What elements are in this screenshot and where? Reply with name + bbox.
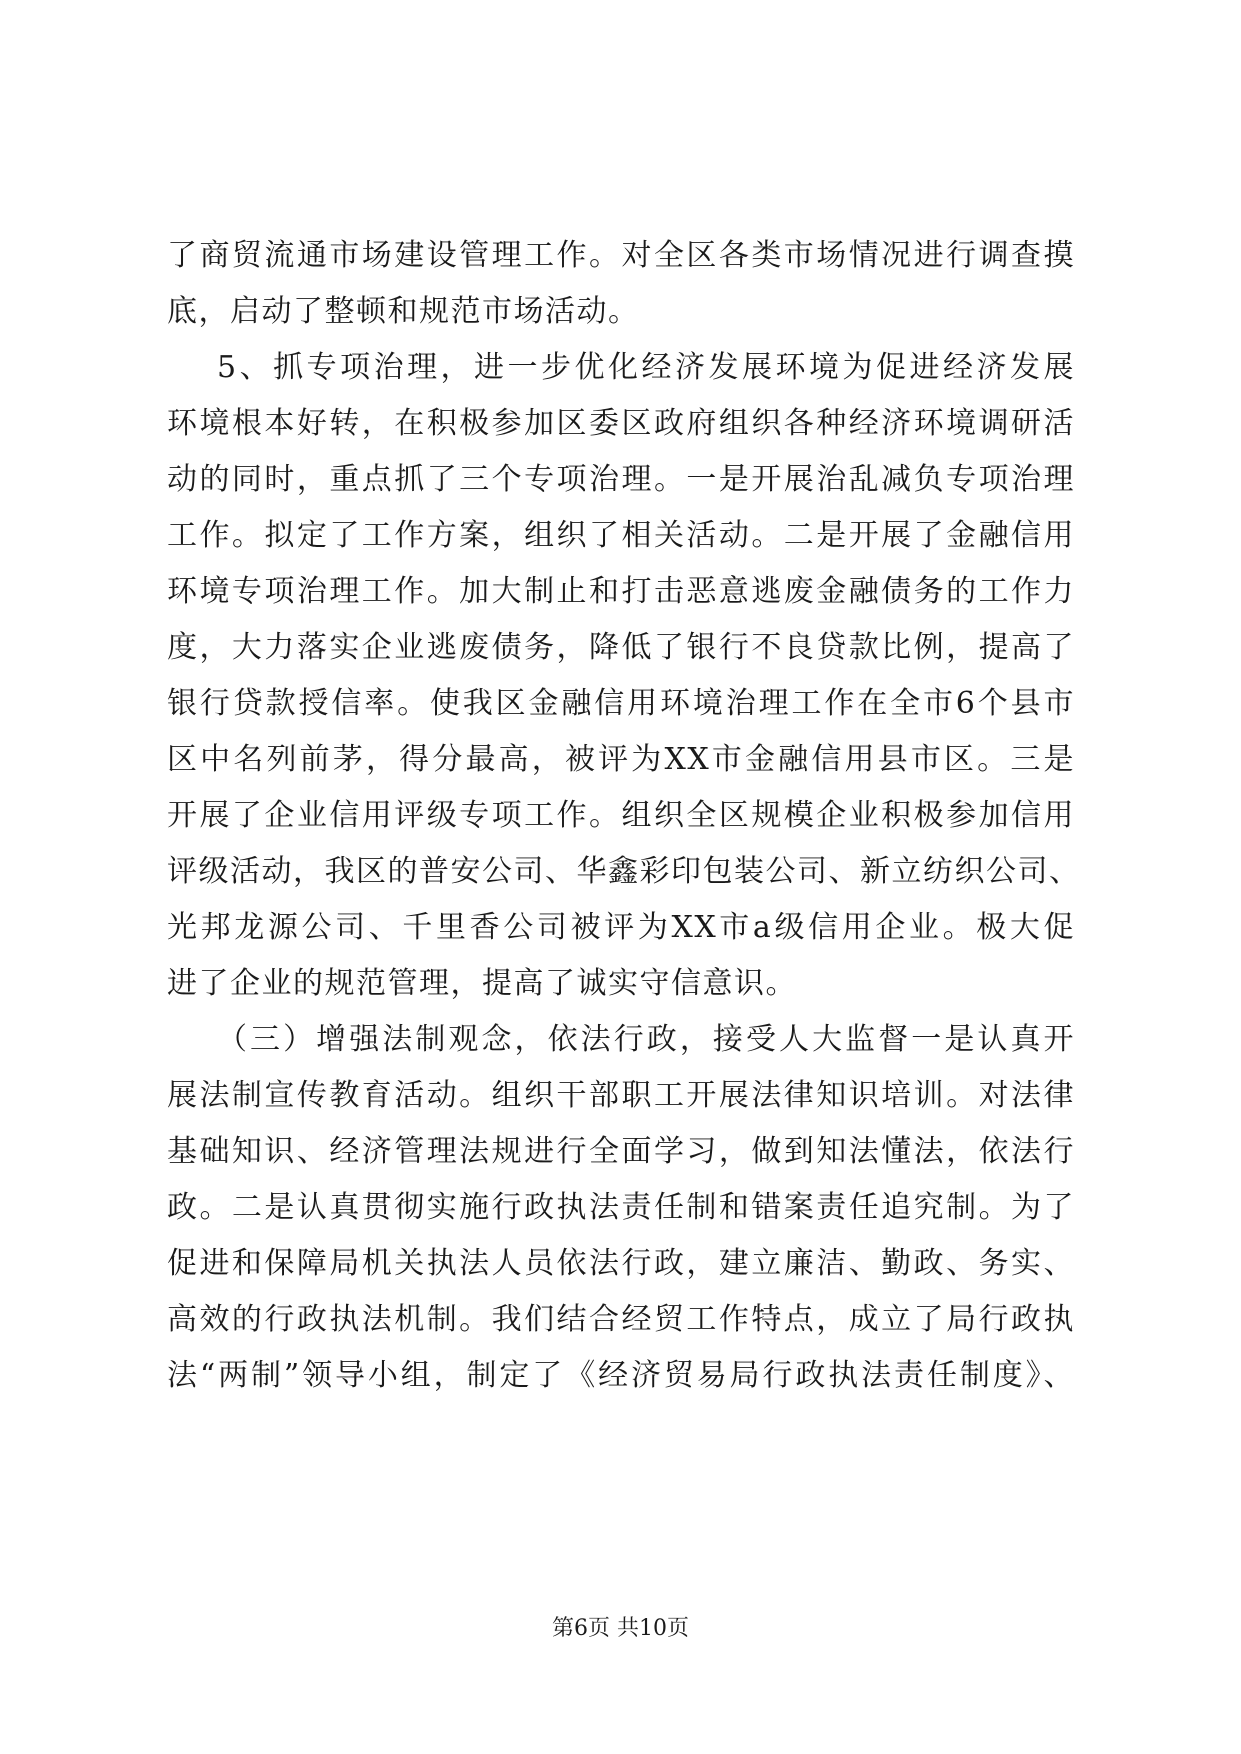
text-line: 度，大力落实企业逃废债务，降低了银行不良贷款比例，提高了 (167, 630, 1075, 665)
text-line: 开展了企业信用评级专项工作。组织全区规模企业积极参加信用 (167, 798, 1075, 833)
text-line: 环境专项治理工作。加大制止和打击恶意逃废金融债务的工作力 (167, 574, 1075, 609)
text-line: 环境根本好转，在积极参加区委区政府组织各种经济环境调研活 (167, 406, 1075, 441)
text-line: 高效的行政执法机制。我们结合经贸工作特点，成立了局行政执 (167, 1302, 1075, 1337)
text-line: 进了企业的规范管理，提高了诚实守信意识。 (167, 966, 797, 1001)
text-line: 工作。拟定了工作方案，组织了相关活动。二是开展了金融信用 (167, 518, 1075, 553)
text-line: 银行贷款授信率。使我区金融信用环境治理工作在全市6个县市 (167, 686, 1075, 721)
text-line: 政。二是认真贯彻实施行政执法责任制和错案责任追究制。为了 (167, 1190, 1075, 1225)
text-line: 法“两制”领导小组，制定了《经济贸易局行政执法责任制度》、 (167, 1358, 1075, 1393)
page-number-footer: 第6页 共10页 (552, 1616, 689, 1641)
text-line: 基础知识、经济管理法规进行全面学习，做到知法懂法，依法行 (167, 1134, 1075, 1169)
text-line: 评级活动，我区的普安公司、华鑫彩印包装公司、新立纺织公司、 (167, 854, 1081, 889)
text-line: 底，启动了整顿和规范市场活动。 (167, 294, 640, 329)
paragraph-start-line: 5、抓专项治理，进一步优化经济发展环境为促进经济发展 (217, 350, 1075, 385)
text-line: 动的同时，重点抓了三个专项治理。一是开展治乱减负专项治理 (167, 462, 1075, 497)
paragraph-start-line: （三）增强法制观念，依法行政，接受人大监督一是认真开 (217, 1022, 1075, 1057)
text-line: 展法制宣传教育活动。组织干部职工开展法律知识培训。对法律 (167, 1078, 1075, 1113)
text-line: 光邦龙源公司、千里香公司被评为XX市a级信用企业。极大促 (167, 910, 1075, 945)
text-line: 促进和保障局机关执法人员依法行政，建立廉洁、勤政、务实、 (167, 1246, 1075, 1281)
text-line: 了商贸流通市场建设管理工作。对全区各类市场情况进行调查摸 (167, 238, 1075, 273)
text-line: 区中名列前茅，得分最高，被评为XX市金融信用县市区。三是 (167, 742, 1075, 777)
